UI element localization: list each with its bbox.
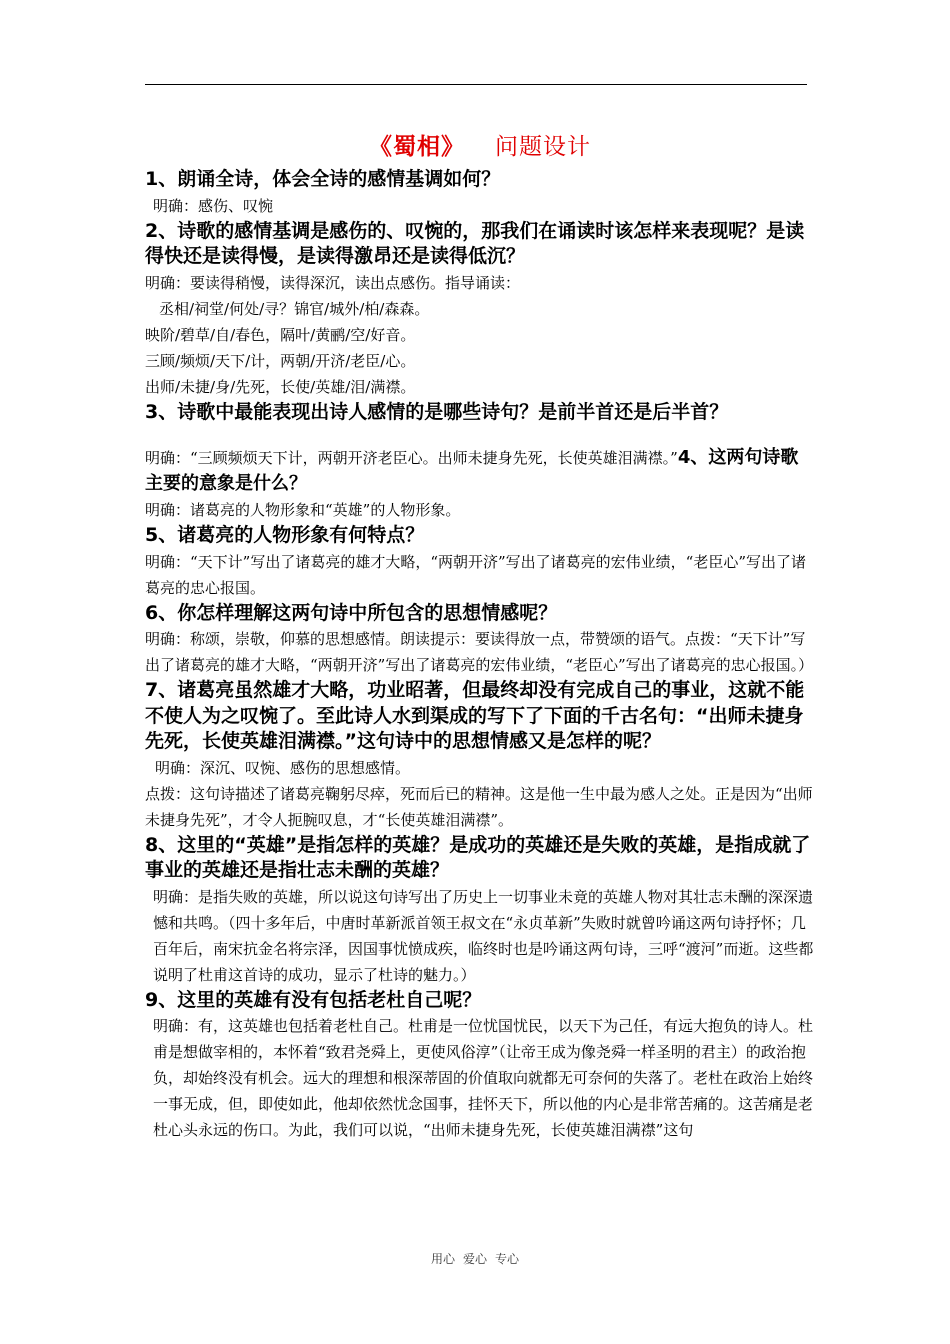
answer-8: 明确：是指失败的英雄，所以说这句诗写出了历史上一切事业未竟的英雄人物对其壮志未酬的深深遗憾和共鸣。（四十多年后，中唐时革新派首领王叔文在“永贞革新”失败时就曾吟诵这两句诗抒怀；几百年后，南宋抗金名将宗泽，因国事忧愤成疾，临终时也是吟诵这两句诗，三呼“渡河”而逝。这些都说明了杜甫这首诗的成功，显示了杜诗的魅力。） xyxy=(153,887,814,984)
question-4: 4、这两句诗歌主要的意象是什么？ xyxy=(145,447,799,494)
header-rule xyxy=(145,84,807,85)
footer-text-2: 爱心 xyxy=(462,1252,487,1266)
question-5: 5、诸葛亮的人物形象有何特点？ xyxy=(145,524,425,546)
answer-3: 明确：“三顾频烦天下计，两朝开济老臣心。出师未捷身先死，长使英雄泪满襟。” xyxy=(145,449,678,467)
document-body xyxy=(145,128,815,1143)
answer-7-note: 点拨：这句诗描述了诸葛亮鞠躬尽瘁，死而后已的精神。这是他一生中最为感人之处。正是因为“出师未捷身先死”，才令人扼腕叹息，才“长使英雄泪满襟”。 xyxy=(145,784,813,829)
document-title xyxy=(145,128,815,161)
answer-4: 明确：诸葛亮的人物形象和“英雄”的人物形象。 xyxy=(145,501,461,519)
poem-line-4: 出师/未捷/身/先死，长使/英雄/泪/满襟。 xyxy=(145,377,416,396)
spacer xyxy=(145,425,815,445)
poem-line-2: 映阶/碧草/自/春色，隔叶/黄鹂/空/好音。 xyxy=(145,325,416,344)
question-6: 6、你怎样理解这两句诗中所包含的思想情感呢？ xyxy=(145,601,558,624)
answer-1: 明确：感伤、叹惋 xyxy=(153,196,274,215)
page-footer xyxy=(0,1250,950,1267)
question-7: 7、诸葛亮虽然雄才大略，功业昭著，但最终却没有完成自己的事业，这就不能不使人为之叹惋了。至此诗人水到渠成的写下了下面的千古名句：“出师未捷身先死，长使英雄泪满襟。”这句诗中的思想情感又是怎样的呢？ xyxy=(145,679,805,752)
answer-9: 明确：有，这英雄也包括着老杜自己。杜甫是一位忧国忧民，以天下为己任，有远大抱负的诗人。杜甫是想做宰相的，本怀着“致君尧舜上，更使风俗淳”（让帝王成为像尧舜一样圣明的君主）的政治抱负，却始终没有机会。远大的理想和根深蒂固的价值取向就都无可奈何的失落了。老杜在政治上始终一事无成，但，即使如此，他却依然忧念国事，挂怀天下，所以他的内心是非常苦痛的。这苦痛是老杜心头永远的伤口。为此，我们可以说，“出师未捷身先死，长使英雄泪满襟”这句 xyxy=(153,1017,814,1139)
footer-text-1: 用心 xyxy=(430,1252,455,1266)
answer-7: 明确：深沉、叹惋、感伤的思想感情。 xyxy=(155,758,411,777)
question-8: 8、这里的“英雄”是指怎样的英雄？是成功的英雄还是失败的英雄，是指成就了事业的英雄还是指壮志未酬的英雄？ xyxy=(145,833,811,881)
question-9: 9、这里的英雄有没有包括老杜自己呢？ xyxy=(145,988,482,1011)
title-work: 《蜀相》 xyxy=(369,133,465,160)
question-1: 1、朗诵全诗，体会全诗的感情基调如何？ xyxy=(145,168,501,190)
answer-2: 明确：要读得稍慢，读得深沉，读出点感伤。指导诵读： xyxy=(145,273,521,292)
answer-3-with-question-4 xyxy=(145,445,815,497)
title-subtitle: 问题设计 xyxy=(495,134,591,160)
footer-text-3: 专心 xyxy=(495,1252,520,1266)
poem-line-3: 三顾/频烦/天下/计，两朝/开济/老臣/心。 xyxy=(145,351,416,370)
answer-5: 明确：“天下计”写出了诸葛亮的雄才大略，“两朝开济”写出了诸葛亮的宏伟业绩，“老臣心”写出了诸葛亮的忠心报国。 xyxy=(145,552,807,597)
question-3: 3、诗歌中最能表现出诗人感情的是哪些诗句？是前半首还是后半首？ xyxy=(145,400,729,423)
answer-6: 明确：称颂，崇敬，仰慕的思想感情。朗读提示：要读得放一点，带赞颂的语气。点拨：“天下计”写出了诸葛亮的雄才大略，“两朝开济”写出了诸葛亮的宏伟业绩，“老臣心”写出了诸葛亮的忠心报国。） xyxy=(145,630,814,674)
question-2: 2、诗歌的感情基调是感伤的、叹惋的，那我们在诵读时该怎样来表现呢？是读得快还是读得慢，是读得激昂还是读得低沉？ xyxy=(145,219,805,267)
poem-line-1: 丞相/祠堂/何处/寻？锦官/城外/柏/森森。 xyxy=(159,299,430,318)
